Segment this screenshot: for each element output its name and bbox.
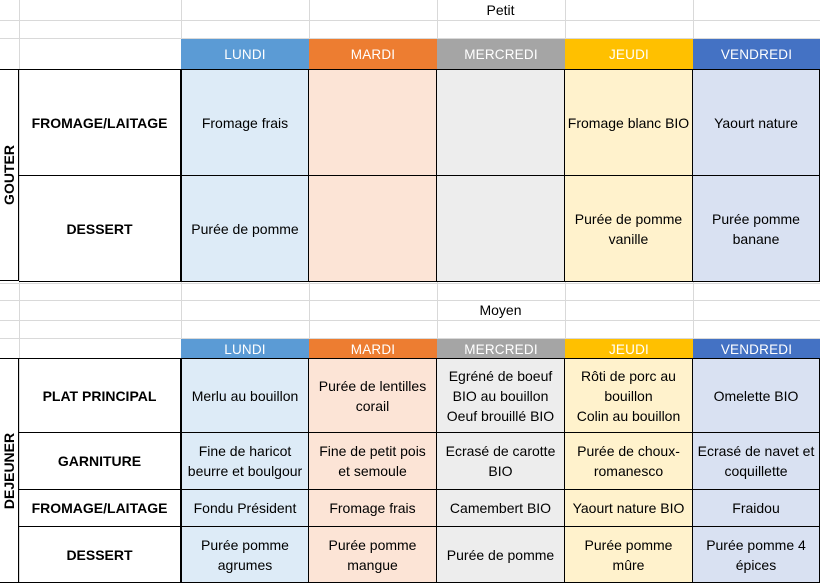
row-label: PLAT PRINCIPAL	[19, 358, 181, 433]
menu-cell-vendredi: Purée pomme 4 épices	[693, 527, 820, 583]
menu-cell-mardi	[309, 69, 437, 176]
table-title: Petit	[486, 2, 515, 18]
menu-cell-jeudi: Fromage blanc BIO	[565, 69, 693, 176]
menu-cell-vendredi: Yaourt nature	[693, 69, 820, 176]
menu-cell-mercredi: Camembert BIO	[437, 490, 565, 527]
row-label: DESSERT	[19, 176, 181, 282]
menu-cell-lundi: Fromage frais	[181, 69, 309, 176]
day-header-lundi: LUNDI	[181, 339, 309, 359]
row-label: FROMAGE/LAITAGE	[19, 490, 181, 527]
gridline	[0, 20, 820, 21]
menu-cell-mardi	[309, 176, 437, 282]
menu-cell-vendredi: Fraidou	[693, 490, 820, 527]
day-header-vendredi: VENDREDI	[693, 39, 820, 69]
menu-cell-lundi: Purée de pomme	[181, 176, 309, 282]
table-title: Moyen	[479, 302, 522, 318]
day-header-vendredi: VENDREDI	[693, 339, 820, 359]
menu-cell-mercredi: Purée de pomme	[437, 527, 565, 583]
menu-cell-mardi: Fine de petit pois et semoule	[309, 433, 437, 490]
side-label-dejeuner	[0, 358, 19, 583]
menu-cell-mardi: Purée pomme mangue	[309, 527, 437, 583]
menu-cell-vendredi: Purée pomme banane	[693, 176, 820, 282]
row-label: DESSERT	[19, 527, 181, 583]
side-label-text: DEJEUNER	[1, 432, 17, 509]
day-header-mardi: MARDI	[309, 339, 437, 359]
menu-cell-mercredi: Ecrasé de carotte BIO	[437, 433, 565, 490]
day-header-mardi: MARDI	[309, 39, 437, 69]
side-label-gouter	[0, 69, 19, 281]
menu-cell-vendredi: Omelette BIO	[693, 358, 820, 433]
menu-cell-jeudi: Rôti de porc au bouillon Colin au bouillon	[565, 358, 693, 433]
menu-cell-mercredi: Egréné de boeuf BIO au bouillon Oeuf brouillé BIO	[437, 358, 565, 433]
menu-cell-mardi: Purée de lentilles corail	[309, 358, 437, 433]
day-header-mercredi: MERCREDI	[437, 339, 565, 359]
gridline	[0, 320, 820, 321]
menu-cell-mercredi	[437, 69, 565, 176]
side-label-text: GOUTER	[1, 145, 17, 205]
menu-cell-mardi: Fromage frais	[309, 490, 437, 527]
menu-cell-mercredi	[437, 176, 565, 282]
day-header-mercredi: MERCREDI	[437, 39, 565, 69]
row-label: FROMAGE/LAITAGE	[19, 69, 181, 176]
day-header-jeudi: JEUDI	[565, 339, 693, 359]
gridline	[0, 300, 820, 301]
day-header-lundi: LUNDI	[181, 39, 309, 69]
menu-cell-lundi: Fine de haricot beurre et boulgour	[181, 433, 309, 490]
day-header-jeudi: JEUDI	[565, 39, 693, 69]
gridline	[0, 283, 820, 284]
menu-cell-lundi: Fondu Président	[181, 490, 309, 527]
menu-cell-jeudi: Purée pomme mûre	[565, 527, 693, 583]
menu-cell-lundi: Merlu au bouillon	[181, 358, 309, 433]
menu-cell-jeudi: Purée de pomme vanille	[565, 176, 693, 282]
row-label: GARNITURE	[19, 433, 181, 490]
menu-cell-jeudi: Yaourt nature BIO	[565, 490, 693, 527]
menu-cell-vendredi: Ecrasé de navet et coquillette	[693, 433, 820, 490]
menu-cell-jeudi: Purée de choux- romanesco	[565, 433, 693, 490]
menu-cell-lundi: Purée pomme agrumes	[181, 527, 309, 583]
